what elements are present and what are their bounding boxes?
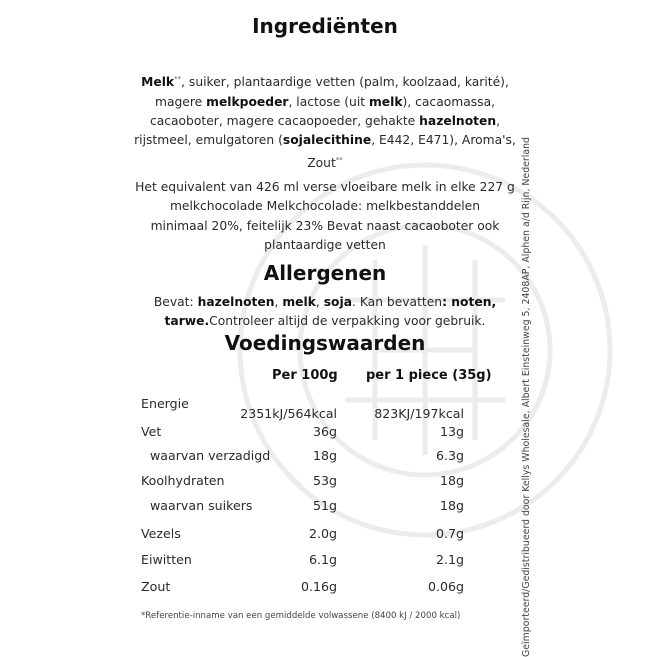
value-per-piece: 18g [439,473,464,488]
text-segment: , lactose (uit [288,94,369,109]
allergens-text [130,293,520,332]
text-segment: magere [154,94,207,109]
nutrition-row-fat [0,424,650,444]
ingredients-text [130,70,520,173]
text-segment: , suiker, plantaardige vetten (palm, koolzaad, karité), [181,75,509,90]
milk-equivalent-line: Het equivalent van 426 ml verse vloeibare melk in elke 227 g [135,180,515,194]
ingredients-line [130,70,520,93]
nutrient-label: Koolhydraten [141,473,225,488]
milk-equivalent-line: plantaardige vetten [264,238,386,253]
value-per-piece: 13g [439,424,464,439]
milk-equivalent-line: melkchocolade Melkchocolade: melkbestanddelen [169,199,481,214]
bold-allergen-text: sojalecithine [282,133,372,148]
value-per-piece: 0.06g [427,579,464,594]
nutrition-row-energy [0,396,650,421]
ingredients-line [130,112,520,131]
text-segment: Zout [307,155,336,170]
text-segment: rijstmeel, emulgatoren ( [134,133,283,148]
value-per-piece: 18g [439,498,464,513]
milk-equivalent-text [130,178,520,256]
value-per-piece: 2.1g [435,552,464,567]
footnote-marker: ** [174,75,182,83]
bold-allergen-text: melkpoeder [206,94,289,109]
ingredients-line [130,131,520,150]
bold-allergen-text: soja [323,295,352,309]
reference-intake-footnote: *Referentie-inname van een gemiddelde volwassene (8400 kJ / 2000 kcal) [141,611,461,621]
milk-equivalent-line: minimaal 20%, feitelijk 23% Bevat naast cacaoboter ook [150,218,500,233]
allergens-line [130,312,520,331]
nutrition-row-fibre [0,526,650,546]
nutrient-label: Eiwitten [141,552,192,567]
value-per-100g: 53g [312,473,337,488]
text-segment: , [496,113,501,128]
value-per-piece: 823KJ/197kcal [374,406,464,421]
nutrient-label: Zout [141,579,171,594]
text-segment: ), cacaomassa, [402,94,496,109]
value-per-100g: 6.1g [308,552,337,567]
value-per-piece: 0.7g [435,526,464,541]
footnote-marker: ** [335,155,343,164]
nutrient-label: Vezels [141,526,181,541]
bold-allergen-text: melk [282,295,316,309]
bold-allergen-text: melk [368,94,403,109]
bold-allergen-text: tarwe. [164,314,210,329]
value-per-100g: 51g [312,498,337,513]
allergens-line [130,293,520,312]
value-per-100g: 2351kJ/564kcal [240,406,337,421]
value-per-100g: 18g [312,448,337,463]
bold-allergen-text: hazelnoten [197,295,275,309]
value-per-100g: 2.0g [308,526,337,541]
value-per-100g: 36g [312,424,337,439]
nutrition-row-sugars [0,498,650,518]
text-segment: . Kan bevatten [352,295,443,309]
text-segment: cacaoboter, magere cacaopoeder, gehakte [149,113,420,128]
nutrient-label: Vet [141,424,162,439]
nutrition-row-carbohydrates [0,473,650,493]
value-per-piece: 6.3g [435,448,464,463]
allergens-title: Allergenen [263,261,387,285]
text-segment: , E442, E471), Aroma's, [371,133,516,148]
importer-address: Geïmporteerd/Gedistribueerd door Kellys Wholesale, Albert Einsteinweg 5, 2408AP, Alphen a/d Rijn, Nederland [521,136,532,657]
nutrition-row-protein [0,552,650,572]
text-segment: Bevat: [153,295,198,309]
nutrition-row-saturated-fat [0,448,650,468]
bold-allergen-text: Melk [141,75,175,90]
nutrition-title: Voedingswaarden [224,331,426,355]
column-header-per-100g: Per 100g [272,368,338,383]
ingredients-line [130,93,520,112]
column-header-per-piece: per 1 piece (35g) [366,368,492,383]
bold-allergen-text: hazelnoten [419,113,497,128]
value-per-100g: 0.16g [300,579,337,594]
ingredients-title: Ingrediënten [252,14,398,38]
nutrition-row-salt [0,579,650,599]
text-segment: , [315,295,324,309]
bold-allergen-text: : noten, [442,295,497,309]
nutrient-label: waarvan suikers [150,498,253,513]
ingredients-line [130,151,520,174]
nutrient-label: waarvan verzadigd [150,448,271,463]
nutrient-label: Energie [141,396,189,411]
text-segment: Controleer altijd de verpakking voor gebruik. [209,314,486,329]
text-segment: , [274,295,283,309]
